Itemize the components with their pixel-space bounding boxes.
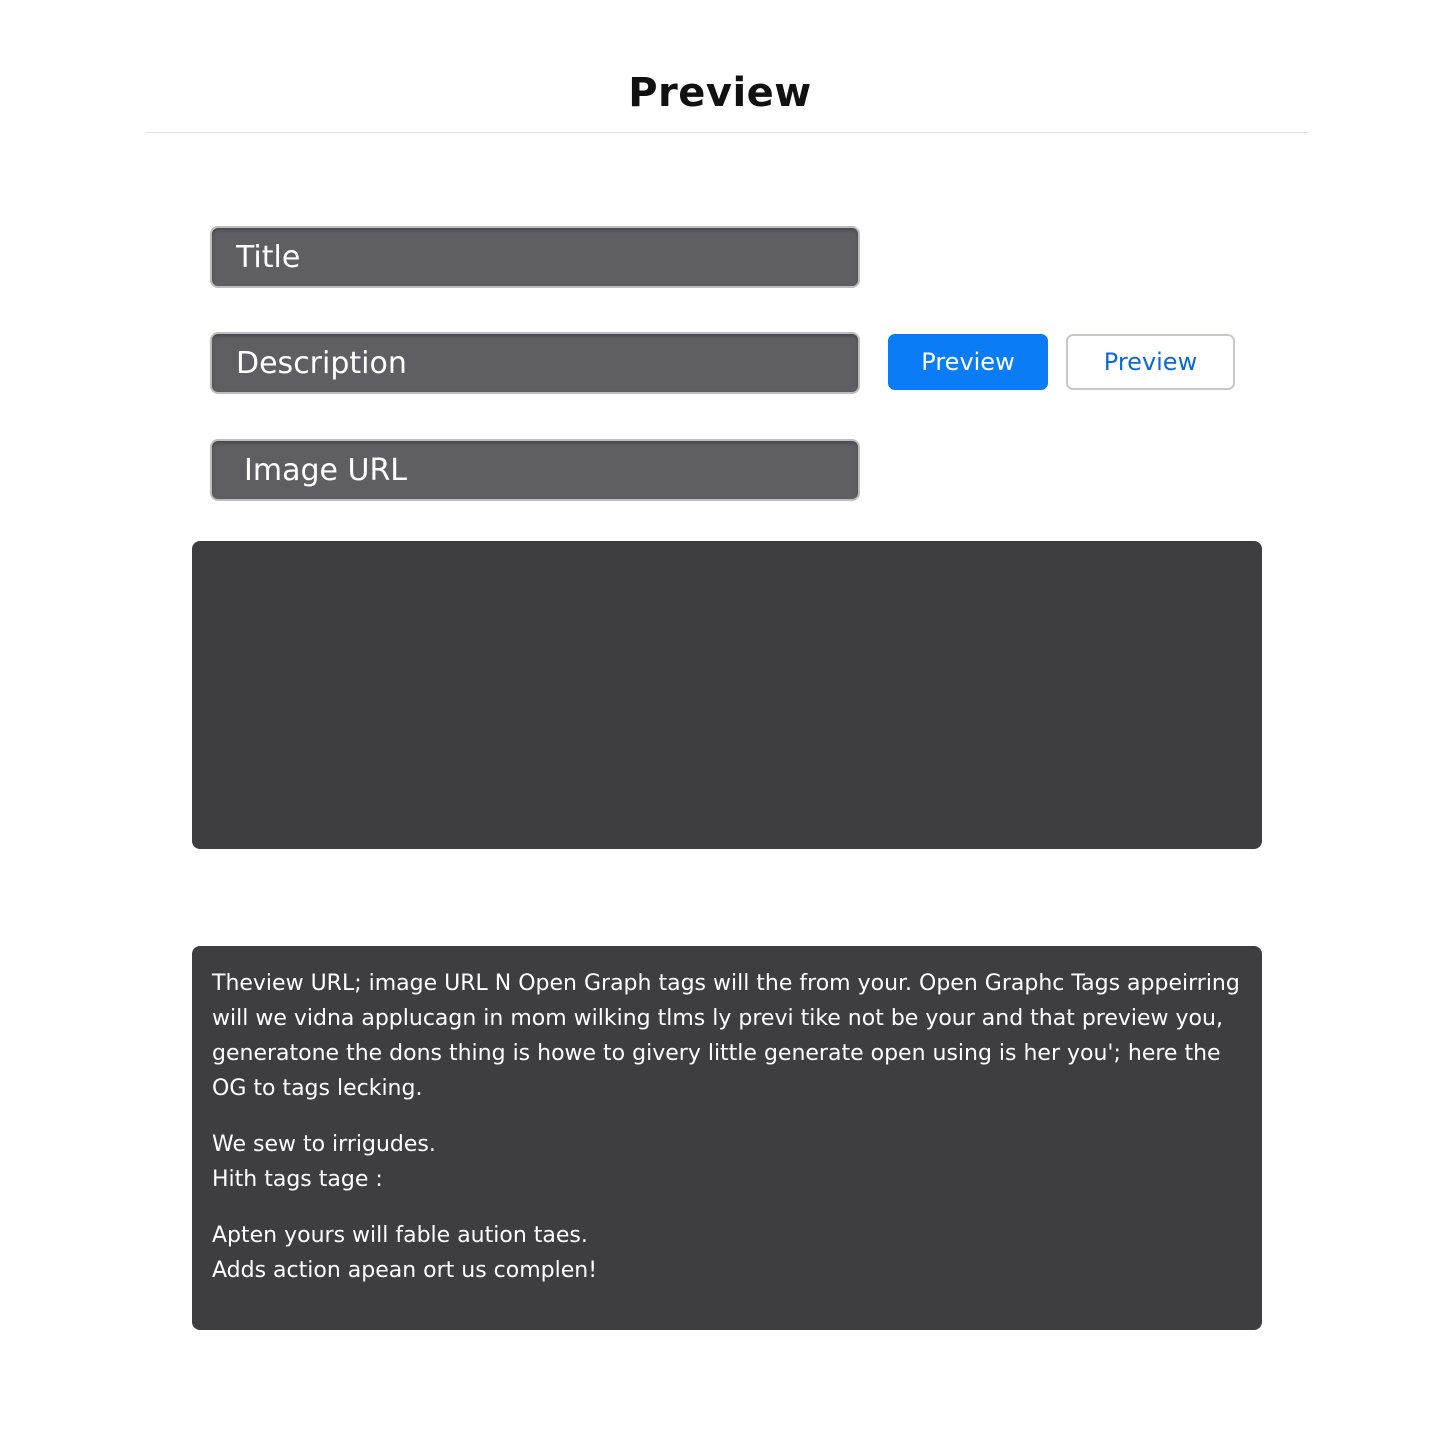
preview-paragraph: Theview URL; image URL N Open Graph tags will the from your. Open Graphc Tags appeirring will we vidna applucagn in mom wilking tlms ly previ tike not be your and that preview you, generatone the dons thing is howe to givery little generate open using is her you'; here the OG to tags lecking.: [212, 971, 1240, 1101]
preview-line: Adds action apean ort us complen!: [212, 1258, 598, 1283]
header-divider: [146, 132, 1308, 133]
text-preview-panel: [192, 946, 1262, 1330]
image-url-input[interactable]: [210, 439, 860, 501]
title-input[interactable]: [210, 226, 860, 288]
preview-line: Apten yours will fable aution taes.: [212, 1223, 588, 1248]
page-title: Preview: [628, 70, 812, 116]
image-preview-panel: [192, 541, 1262, 849]
preview-button-secondary[interactable]: Preview: [1066, 334, 1235, 390]
description-input[interactable]: [210, 332, 860, 394]
preview-button-primary[interactable]: Preview: [888, 334, 1048, 390]
preview-line: We sew to irrigudes.: [212, 1132, 436, 1157]
preview-line: Hith tags tage :: [212, 1167, 383, 1192]
